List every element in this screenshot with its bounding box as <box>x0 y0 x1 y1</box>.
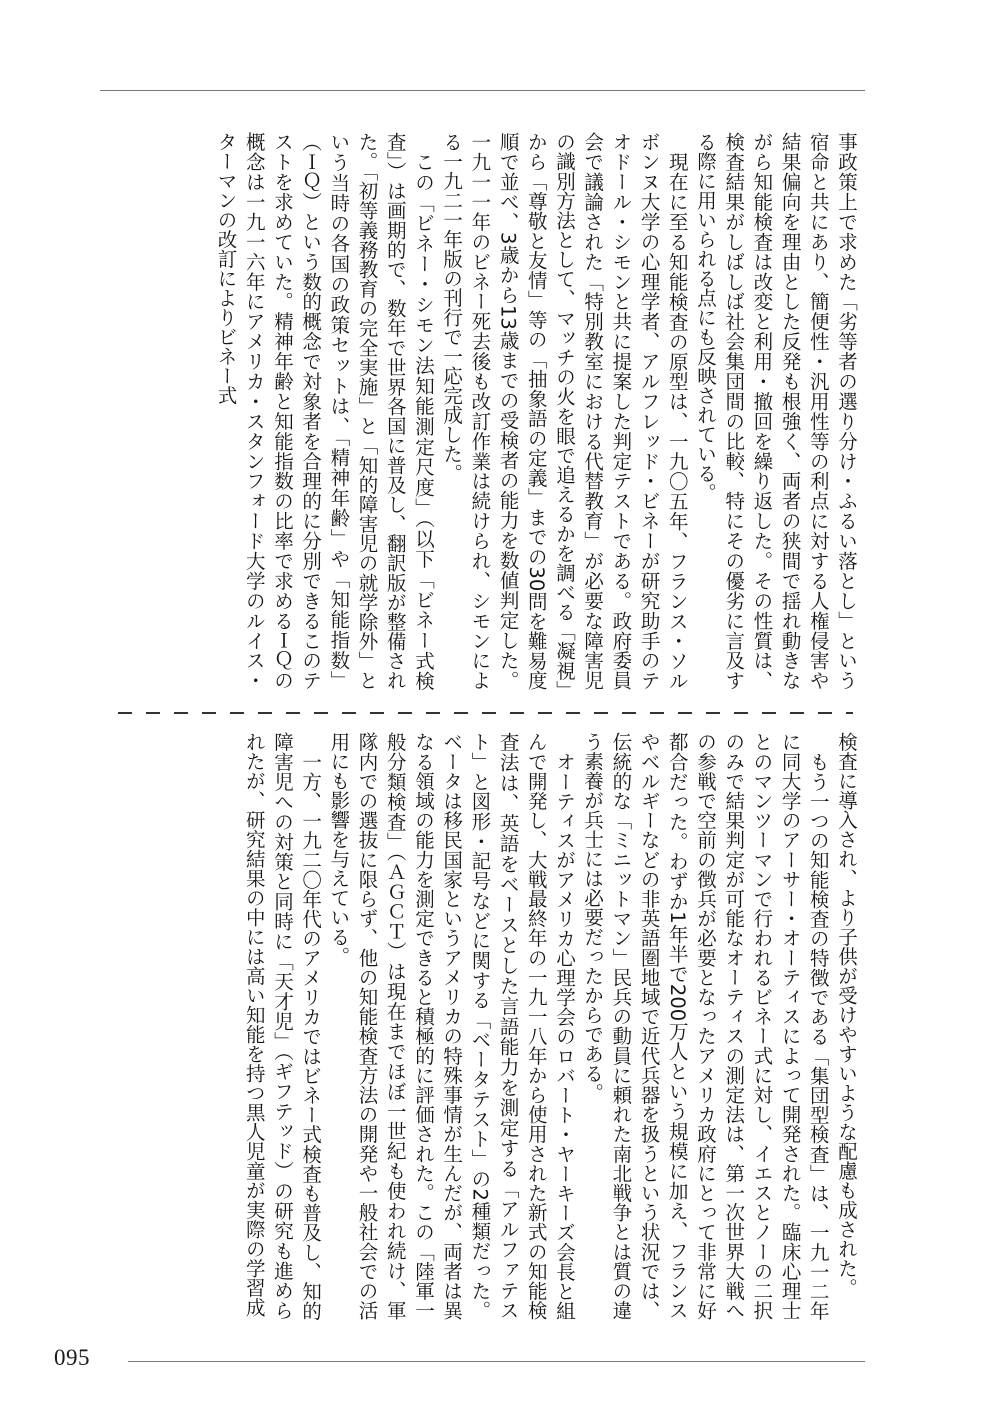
lower-text-block <box>130 732 860 1320</box>
dashed-divider <box>118 712 853 714</box>
paragraph: この「ビネー・シモン法知能測定尺度」（以下「ビネー式検査」）は画期的で、数年で世界各国に普及し、翻訳版が整備された。「初等義務教育の完全実施」と「知的障害児の就学除外」という当時の各国の政策セットは、「精神年齢」や「知能指数」（ＩＱ）という数的概念で対象者を合理的に分別できるこのテストを求めていた。精神年齢と知能指数の比率で求めるＩＱの概念は一九一六年にアメリカ・スタンフォード大学のルイス・ターマンの改訂によりビネー式 <box>214 132 435 690</box>
top-rule <box>100 90 865 91</box>
paragraph: 事政策上で求めた「劣等者の選り分け・ふるい落とし」という宿命と共にあり、簡便性・汎用性等の利点に対する人権侵害や結果偏向を理由とした反発も根強く、両者の狭間で揺れ動きながら知能検査は改変と利用・撤回を繰り返した。その性質は、検査結果がしばしば社会集団間の比較、特にその優劣に言及する際に用いられる点にも反映されている。 <box>693 132 858 690</box>
page-number: 095 <box>54 1345 90 1370</box>
paragraph: もう一つの知能検査の特徴である「集団型検査」は、一九一二年に同大学のアーサー・オーティスによって開発された。臨床心理士とのマンツーマンで行われるビネー式に対し、イエスとノーの二択のみで結果判定が可能なオーティスの測定法は、第一次世界大戦への参戦で空前の徴兵が必要となったアメリカ政府にとって非常に好都合だった。わずか1年半で200万人という規模に加え、フランスやベルギーなどの非英語圏地域で近代兵器を扱うという状況では、伝統的な「ミニットマン」民兵の動員に頼れた南北戦争とは質の違う素養が兵士には必要だったからである。 <box>581 732 830 1320</box>
paragraph: 現在に至る知能検査の原型は、一九〇五年、フランス・ソルボンヌ大学の心理学者、アルフレッド・ビネーが研究助手のテオドール・シモンと共に提案した判定テストである。政府委員会で議論された「特別教室における代替教育」が必要な障害児の識別方法として、マッチの火を眼で追えるかを調べる「凝視」から「尊敬と友情」等の「抽象語の定義」までの30問を難易度順で並べ、3歳から13歳までの受検者の能力を数値判定した。一九一一年のビネー死去後も改訂作業は続けられ、シモンによる一九二一年版の刊行で一応完成した。 <box>440 132 689 690</box>
bottom-rule <box>128 1361 865 1362</box>
upper-text-block <box>130 132 860 690</box>
paragraph: 検査に導入され、より子供が受けやすいような配慮も成された。 <box>835 732 858 1298</box>
paragraph: オーティスがアメリカ心理学会のロバート・ヤーキーズ会長と組んで開発し、大戦最終年の一九一八年から使用された新式の知能検査法は、英語をベースとした言語能力を測定する「アルファテスト」と図形・記号などに関する「ベータテスト」の2種類だった。ベータは移民国家というアメリカの特殊事情が生んだが、両者は異なる領域の能力を測定できると積極的に評価された。この「陸軍一般分類検査」（ＡＧＣＴ）は現在までほぼ一世紀も使われ続け、軍隊内での選抜に限らず、他の知能検査方法の開発や一般社会での活用にも影響を与えている。 <box>327 732 576 1320</box>
paragraph: 一方、一九二〇年代のアメリカではビネー式検査も普及し、知的障害児への対策と同時に「天才児」（ギフテッド）の研究も進められたが、研究結果の中には高い知能を持つ黒人児童が実際の学習成 <box>242 732 323 1320</box>
